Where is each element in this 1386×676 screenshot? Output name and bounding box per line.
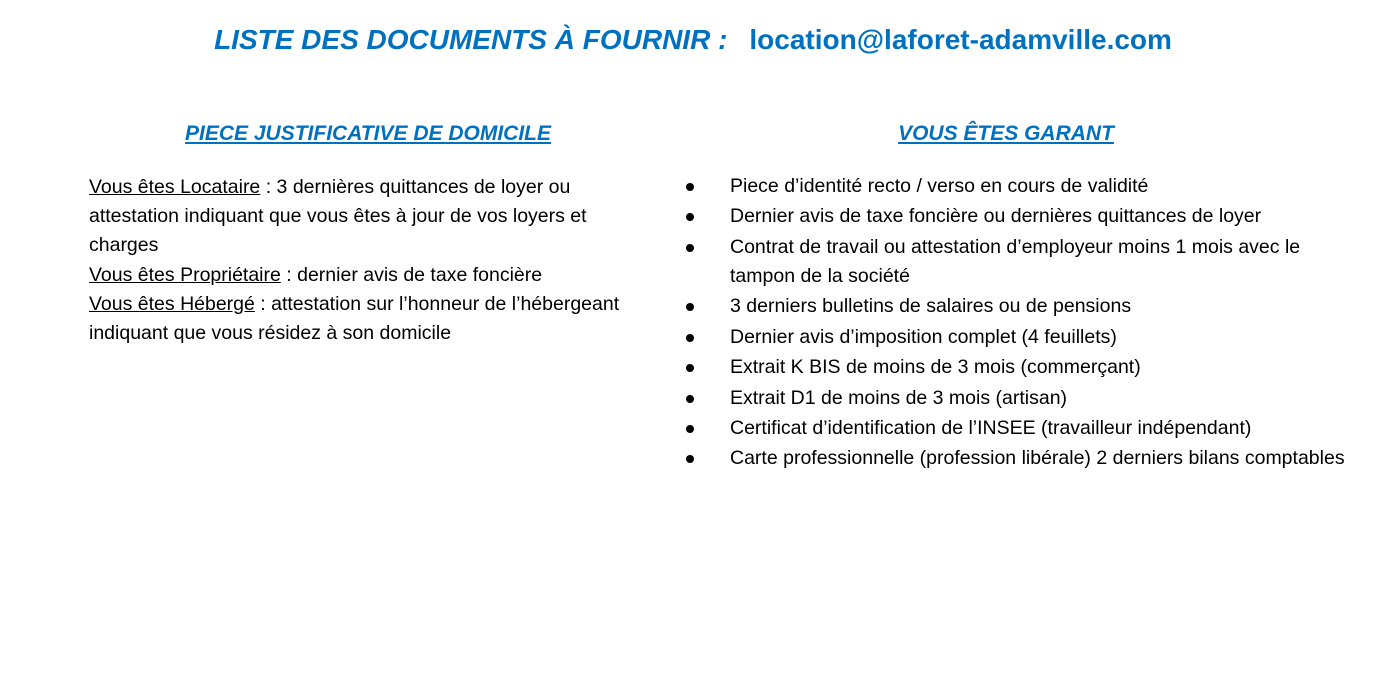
bullet-icon bbox=[686, 303, 694, 311]
list-item bbox=[686, 323, 1346, 352]
list-item bbox=[686, 202, 1346, 231]
list-item-text: Piece d’identité recto / verso en cours de validité bbox=[730, 175, 1149, 197]
list-item bbox=[686, 384, 1346, 413]
domicile-entry-text: : dernier avis de taxe foncière bbox=[280, 263, 543, 286]
document-title: LISTE DES DOCUMENTS À FOURNIR : bbox=[214, 24, 728, 55]
list-item bbox=[686, 414, 1346, 443]
bullet-icon bbox=[686, 425, 694, 433]
bullet-icon bbox=[686, 213, 694, 221]
bullet-icon bbox=[686, 455, 694, 463]
domicile-entry-heberge bbox=[89, 290, 649, 348]
list-item-text: Dernier avis d’imposition complet (4 feuillets) bbox=[730, 325, 1117, 348]
list-item bbox=[686, 233, 1346, 291]
garant-heading: VOUS ÊTES GARANT bbox=[898, 122, 1114, 145]
bullet-icon bbox=[686, 364, 694, 372]
bullet-icon bbox=[686, 395, 694, 403]
contact-email: location@laforet-adamville.com bbox=[749, 24, 1172, 55]
garant-document-list bbox=[686, 172, 1346, 475]
bullet-icon bbox=[686, 334, 694, 342]
bullet-icon bbox=[686, 244, 694, 252]
domicile-entry-label: Vous êtes Propriétaire bbox=[89, 263, 281, 286]
list-item bbox=[686, 353, 1346, 382]
list-item-text: Extrait D1 de moins de 3 mois (artisan) bbox=[730, 386, 1068, 409]
domicile-entry-label: Vous êtes Hébergé bbox=[89, 292, 255, 315]
list-item-text: 3 derniers bulletins de salaires ou de pensions bbox=[730, 295, 1132, 318]
list-item-text: Carte professionnelle (profession libérale) 2 derniers bilans comptables bbox=[730, 447, 1345, 470]
domicile-section bbox=[89, 173, 649, 348]
bullet-icon bbox=[686, 183, 694, 191]
domicile-entry-text: : attestation sur l’honneur de l’hébergeant indiquant que vous résidez à son domicile bbox=[89, 292, 620, 345]
domicile-heading: PIECE JUSTIFICATIVE DE DOMICILE bbox=[185, 122, 551, 145]
list-item bbox=[686, 172, 1346, 201]
domicile-entry-label: Vous êtes Locataire bbox=[89, 176, 261, 198]
list-item bbox=[686, 444, 1346, 473]
list-item bbox=[686, 292, 1346, 321]
list-item-text: Extrait K BIS de moins de 3 mois (commerçant) bbox=[730, 356, 1141, 379]
domicile-entry-text: : 3 dernières quittances de loyer ou attestation indiquant que vous êtes à jour de vos loyers et charges bbox=[89, 176, 587, 257]
list-item-text: Dernier avis de taxe foncière ou dernières quittances de loyer bbox=[730, 205, 1262, 228]
list-item-text: Certificat d’identification de l’INSEE (travailleur indépendant) bbox=[730, 416, 1252, 439]
domicile-entry-proprietaire bbox=[89, 261, 649, 290]
domicile-entry-locataire bbox=[89, 173, 649, 261]
list-item-text: Contrat de travail ou attestation d’employeur moins 1 mois avec le tampon de la société bbox=[730, 235, 1301, 287]
page-title bbox=[0, 24, 1386, 56]
